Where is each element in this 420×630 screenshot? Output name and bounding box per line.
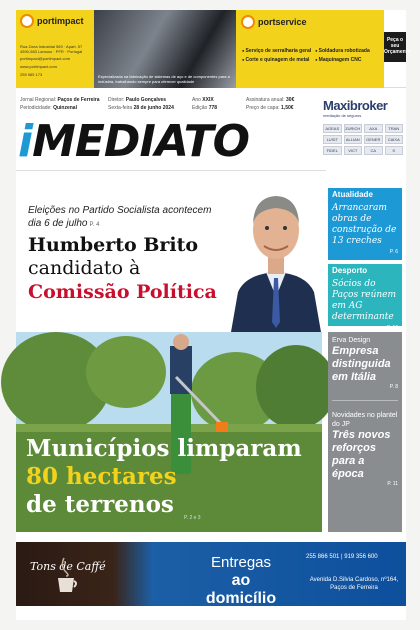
story-title: Empresa distinguida em Itália [332, 345, 391, 383]
page-ref: P. 4 [89, 222, 100, 228]
photo-headline-line-3: de terrenos [26, 491, 174, 518]
portimpact-address: Rua Zona Industrial 569 · Apart. 57 4590-583 Lamoso · PFR · Portugal [20, 44, 83, 54]
divider [16, 170, 326, 171]
story-kicker: Novidades no plantel do JP [332, 412, 398, 428]
headline-line-3: Comissão Política [28, 281, 217, 303]
partner-logo: AGEAS [323, 124, 342, 133]
partner-logo: FIDEL [323, 146, 342, 155]
service-item: ● Soldadura robotizada [315, 48, 380, 54]
masthead-info [20, 96, 320, 116]
maxibroker-ad[interactable] [323, 98, 403, 168]
page-ref: P. 8 [389, 384, 398, 390]
partner-logo: CA [364, 146, 383, 155]
portimpact-brand: portimpact [37, 16, 84, 26]
story-erva-design[interactable] [332, 336, 398, 390]
portimpact-ad-panel [16, 10, 94, 88]
story-kicker: Erva Design [332, 337, 371, 344]
portservice-logo-icon [241, 15, 255, 29]
headline-line-2: candidato à [28, 257, 141, 279]
lead-headline[interactable] [28, 234, 228, 305]
top-advertisement[interactable] [16, 10, 411, 88]
story-title: Sócios do Paços reúnem em AG determinante [332, 279, 397, 322]
partner-logo: CAIXA [385, 135, 404, 144]
headline-line-1: Humberto Brito [28, 234, 199, 256]
section-label: Atualidade [332, 190, 373, 199]
info-column-price: Assinatura anual: 30€ Preço de capa: 1,50€ [246, 97, 295, 111]
candidate-portrait [226, 172, 326, 332]
bottom-advertisement[interactable] [16, 542, 406, 606]
portimpact-logo-icon [20, 14, 34, 28]
order-quote-badge[interactable]: Peça o seu Orçamento [384, 32, 406, 62]
newspaper-front-page [16, 10, 411, 620]
service-item: ● Corte e quinagem de metal [242, 57, 311, 63]
coffee-cup-icon [54, 548, 78, 596]
partner-logo: ZURICH [345, 126, 361, 131]
partner-logo: LUSIT [323, 135, 342, 144]
service-item: ● Maquinagem CNC [315, 57, 380, 63]
sidebar-story-atualidade[interactable] [328, 188, 402, 260]
portimpact-email: portimpact@portimpact.com [20, 56, 71, 61]
story-title: Três novos reforços para a época [332, 429, 391, 480]
service-item: ● Serviço de serralharia geral [242, 48, 311, 54]
info-column-director: Diretor: Paulo Gonçalves Sexta-feira 28 de junho 2024 [108, 97, 174, 111]
page-ref: P. 10 [386, 325, 398, 331]
page-ref: P. 6 [389, 249, 398, 255]
lead-kicker[interactable]: Eleições no Partido Socialista acontecem dia 6 de julho P. 4 [28, 205, 212, 229]
partner-logo: TRAN [385, 124, 404, 133]
cafe-address: Avenida D.Silvia Cardoso, nº164, Paços de Ferreira [309, 577, 399, 591]
side-stories-gray [328, 332, 402, 532]
story-title: Arrancaram obras de construção de 13 creches [332, 203, 397, 246]
services-list [242, 48, 380, 63]
photo-headline-line-2: 80 hectares [26, 463, 177, 490]
cafe-brand: Tons de Caffé [30, 560, 106, 573]
portimpact-website: www.portimpact.com [20, 64, 57, 69]
broker-tagline: mediação de seguros [323, 113, 362, 118]
page-ref: P. 11 [387, 481, 398, 487]
portservice-brand: portservice [258, 17, 307, 27]
partner-logo: AXA [364, 124, 383, 133]
portimpact-phone: 255 965 173 [20, 72, 43, 77]
phone-numbers: 255 866 501 | 919 356 600 [306, 554, 378, 560]
page-ref: P. 2 e 3 [184, 515, 201, 521]
partner-logos [323, 124, 403, 155]
partner-logo: ALLIAN [344, 135, 363, 144]
divider [332, 400, 398, 401]
photo-headline-line-1: Municípios limparam [26, 435, 302, 462]
partner-logo: VICT [344, 146, 363, 155]
sidebar-story-desporto[interactable] [328, 264, 402, 331]
portservice-ad-panel [236, 10, 384, 88]
section-label: Desporto [332, 266, 368, 275]
partner-logo: GENER [364, 135, 383, 144]
partner-logo: S [385, 146, 404, 155]
newspaper-logo[interactable]: iMEDIATO [18, 116, 250, 167]
delivery-slogan: Entregas ao domicílio [205, 554, 277, 607]
industrial-photo [94, 10, 236, 88]
info-column-edition: Ano XXIX Edição 778 [192, 97, 218, 111]
story-jp[interactable] [332, 411, 398, 487]
ad-tagline: Especializada na fabricação de sistemas de aço e de componentes para a indústria, trabalhando sempre para oferecer qualidade [98, 74, 230, 84]
broker-name: Maxibroker [323, 98, 388, 113]
photo-headline[interactable] [26, 435, 316, 519]
info-column-region: Jornal Regional: Paços de Ferreira Periodicidade: Quinzenal [20, 97, 100, 111]
